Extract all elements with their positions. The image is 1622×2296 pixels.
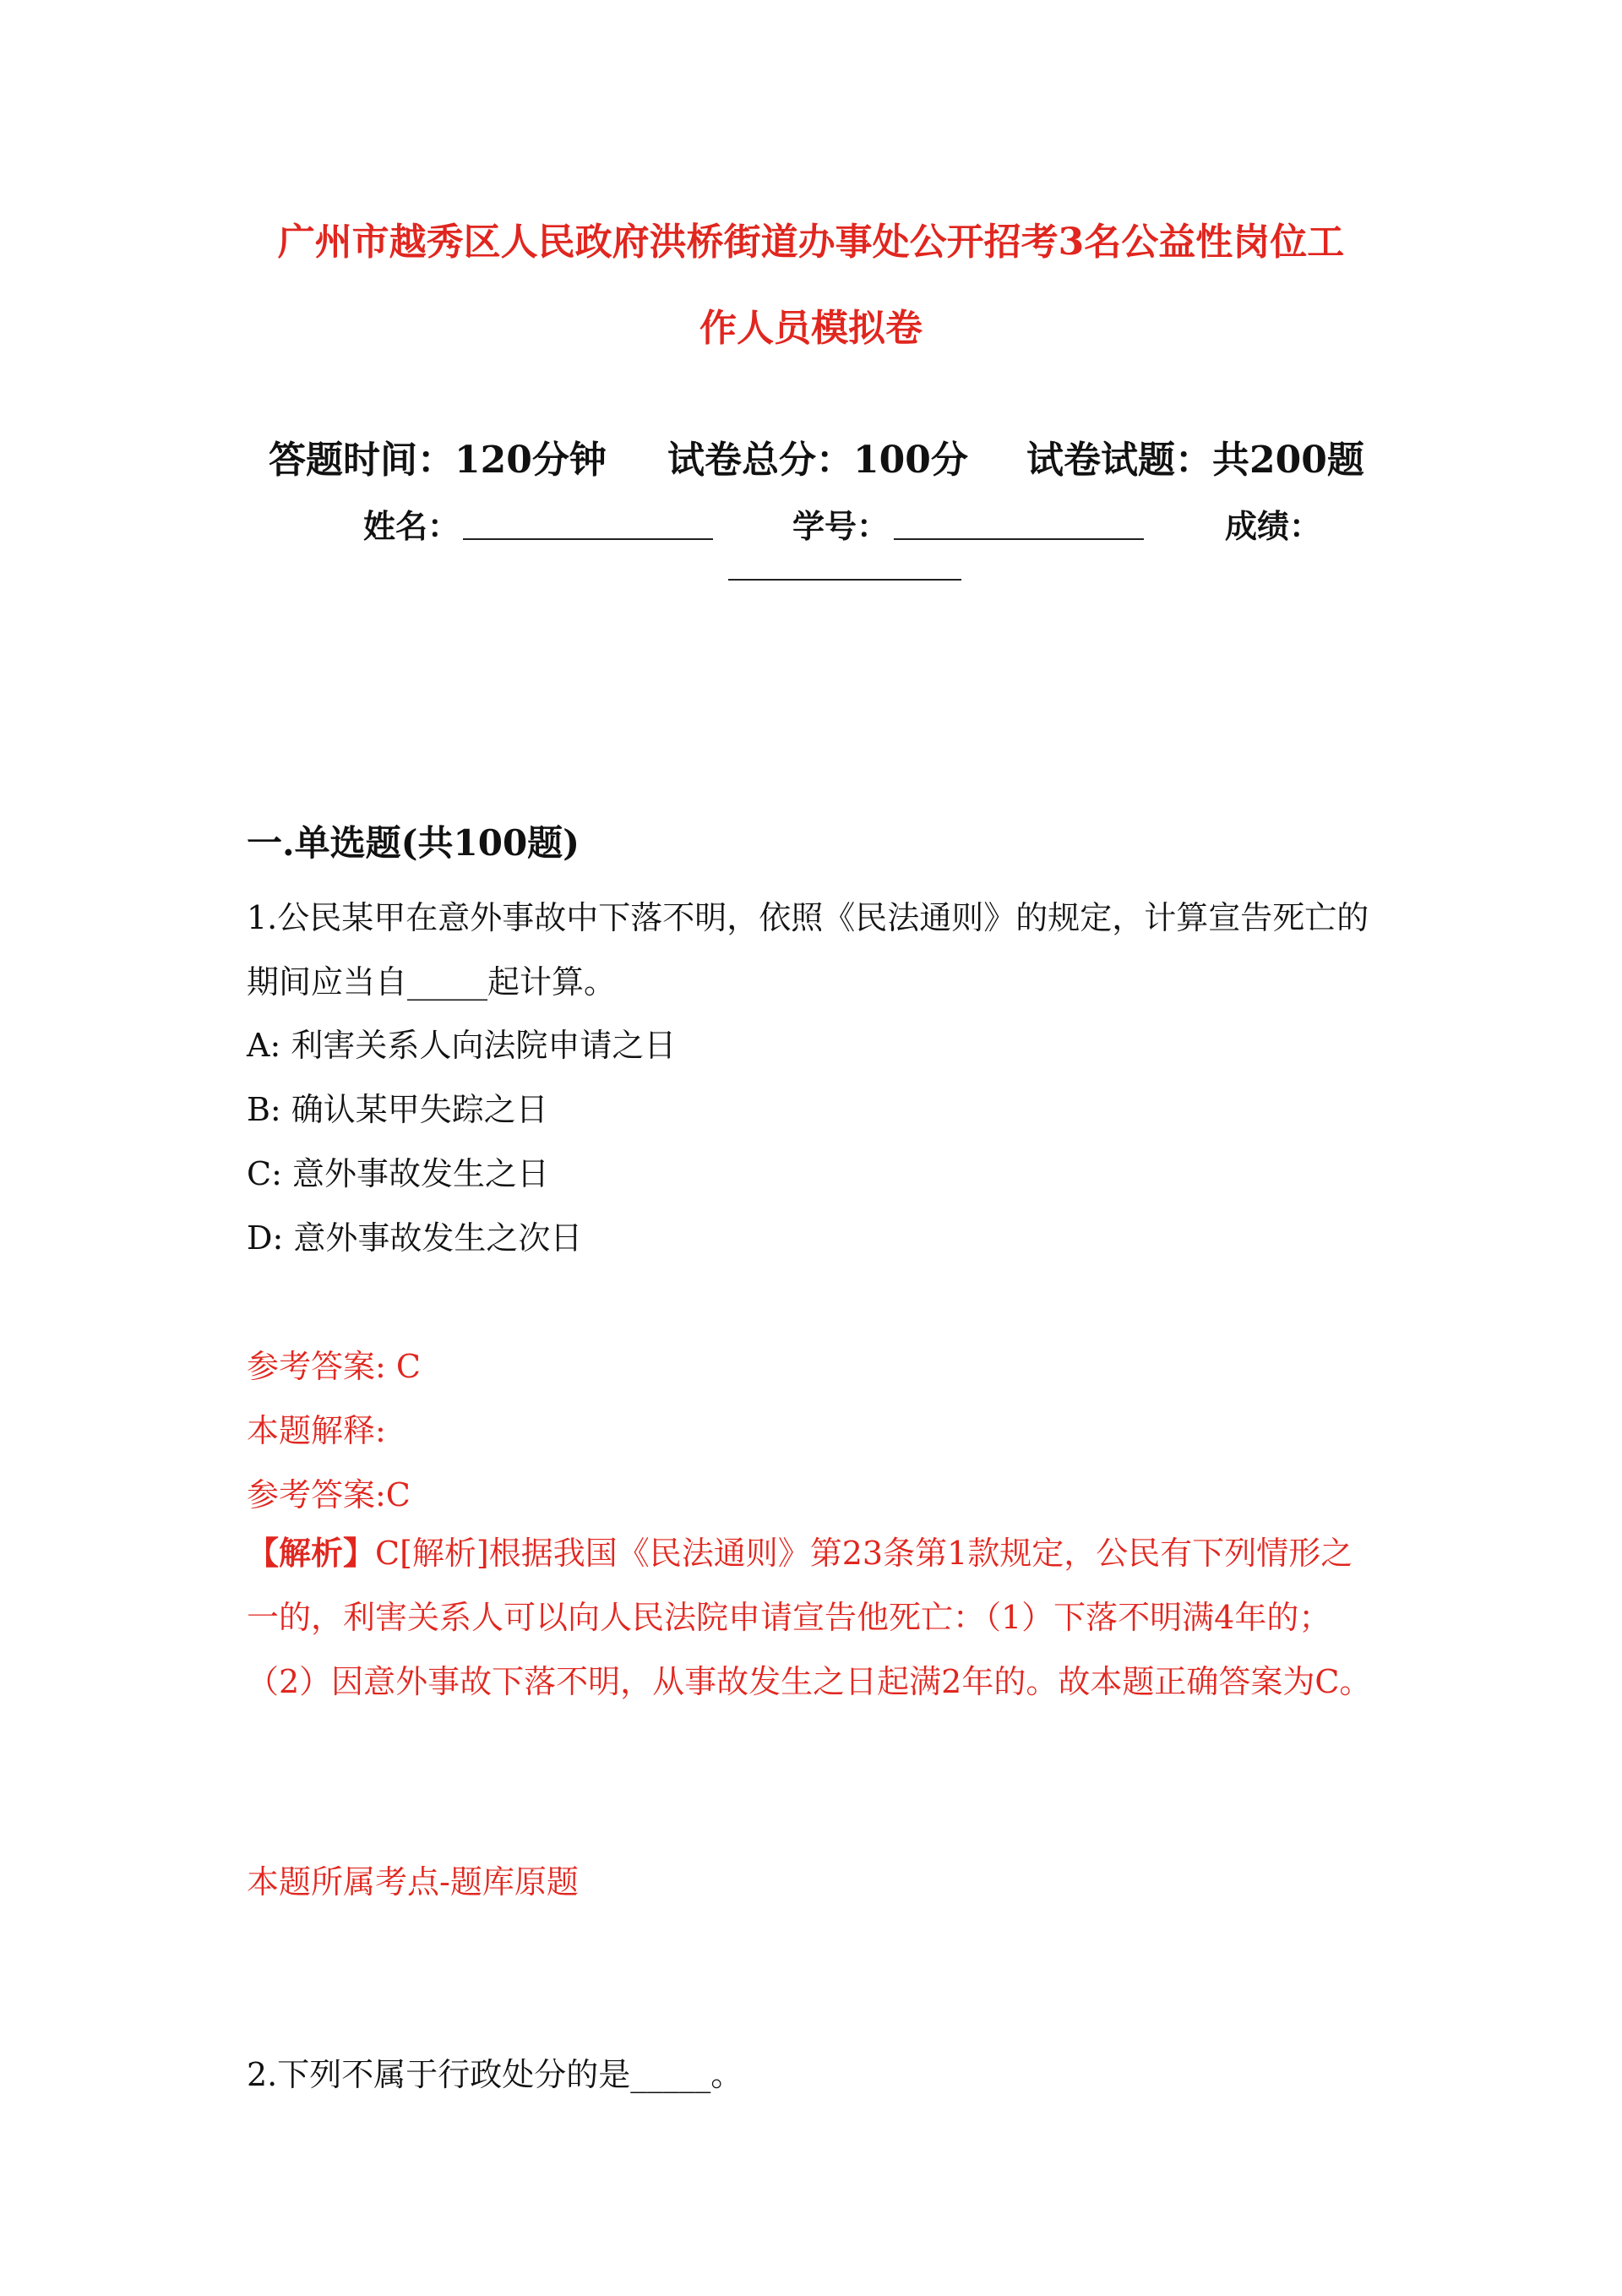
exam-total-score: 试卷总分：100分 — [667, 439, 968, 482]
analysis-paragraph — [247, 1521, 1379, 1714]
exam-time: 答题时间：120分钟 — [269, 439, 607, 482]
exam-title-line1: 广州市越秀区人民政府洪桥街道办事处公开招考3名公益性岗位工 — [277, 221, 1345, 264]
explanation-label: 本题解释: — [247, 1412, 386, 1449]
topic-label: 本题所属考点-题库原题 — [247, 1863, 579, 1901]
name-label: 姓名： — [363, 507, 460, 545]
reference-answer-repeat: 参考答案:C — [247, 1476, 411, 1513]
question-2-text: 2.下列不属于行政处分的是_____。 — [247, 2056, 743, 2093]
question-1-text: 1.公民某甲在意外事故中下落不明，依照《民法通则》的规定，计算宣告死亡的期间应当自_____起计算。 — [247, 899, 1369, 1001]
section-heading: 一.单选题(共100题) — [247, 822, 580, 864]
question-1-option-d: D: 意外事故发生之次日 — [247, 1219, 583, 1257]
student-id-blank-line — [894, 538, 1144, 540]
name-blank-line — [463, 538, 713, 540]
question-1-option-c: C: 意外事故发生之日 — [247, 1155, 549, 1192]
exam-question-count: 试卷试题：共200题 — [1026, 439, 1364, 482]
analysis-text: C[解析]根据我国《民法通则》第23条第1款规定，公民有下列情形之一的，利害关系人可以向人民法院申请宣告他死亡：（1）下落不明满4年的；（2）因意外事故下落不明，从事故发生之日起满2年的。故本题正确答案为C。 — [247, 1535, 1372, 1700]
exam-title-line2: 作人员模拟卷 — [699, 307, 923, 350]
grade-label: 成绩： — [1225, 507, 1322, 545]
reference-answer: 参考答案: C — [247, 1348, 421, 1385]
grade-blank-line — [728, 579, 961, 581]
student-id-label: 学号： — [792, 507, 890, 545]
analysis-prefix: 【解析】 — [247, 1534, 376, 1572]
question-1-option-b: B: 确认某甲失踪之日 — [247, 1091, 548, 1128]
question-1-option-a: A: 利害关系人向法院申请之日 — [247, 1027, 677, 1064]
